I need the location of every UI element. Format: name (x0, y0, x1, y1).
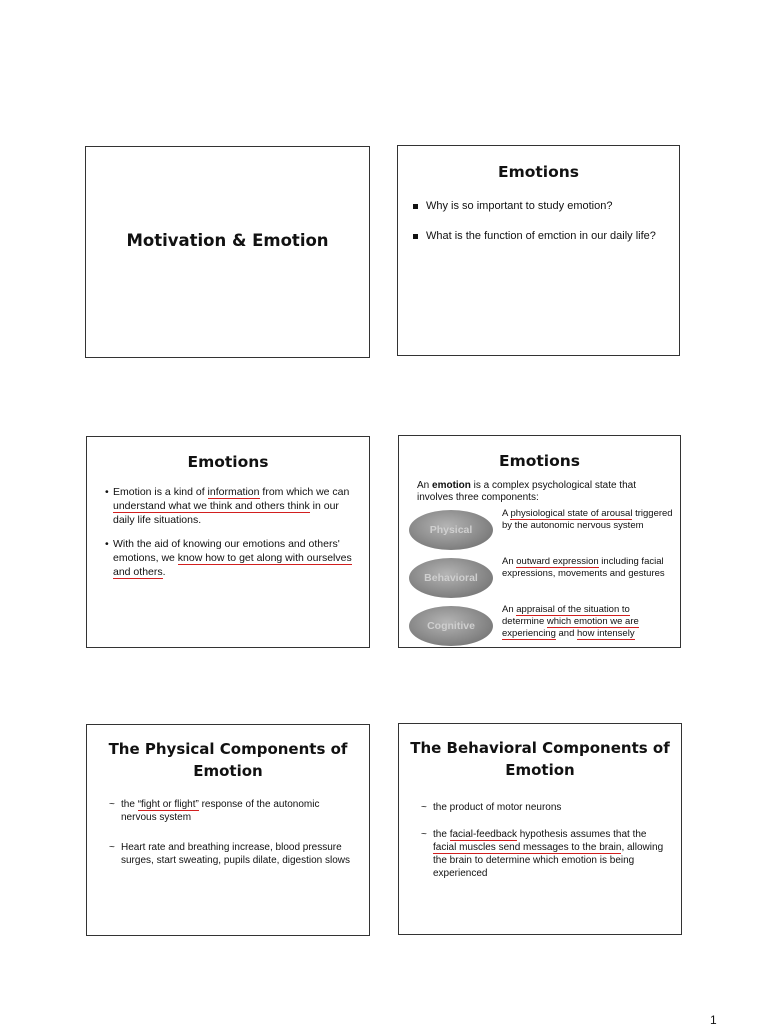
text: An (502, 556, 517, 567)
component-description (502, 604, 674, 640)
text: including facial expressions, movements and gestures (502, 556, 665, 579)
text: , allowing the brain to determine which emotion is being experienced (433, 842, 664, 879)
component-ellipse (409, 510, 493, 550)
slide-title: Emotions (498, 452, 581, 470)
underlined-text: how intensely (577, 628, 635, 639)
component-description (502, 556, 674, 580)
text: the (121, 799, 138, 810)
bullet-item: Why is so important to study emotion? (412, 199, 667, 213)
component-description (502, 508, 674, 532)
page-number: 1 (710, 1013, 717, 1027)
bullet-item: ~ Heart rate and breathing increase, blood pressure surges, start sweating, pupils dilate, digestion slows (109, 841, 357, 867)
underlined-text: know how to get along with ourselves and others (113, 552, 352, 578)
definition-text (417, 480, 666, 504)
text: from which we can (259, 486, 350, 498)
bullet-list (109, 798, 357, 867)
text: An (417, 480, 433, 491)
slide-title: Emotions (497, 163, 580, 181)
bullet-list (105, 485, 359, 579)
underlined-text: which emotion we are experiencing (502, 616, 639, 639)
slide-motivation-emotion (85, 146, 370, 358)
underlined-text: facial muscles send messages to the brain (433, 842, 622, 853)
component-row-cognitive (399, 602, 680, 648)
text: the (433, 829, 450, 840)
bullet-list (412, 199, 667, 243)
component-ellipse (409, 606, 493, 646)
slide-title: The Behavioral Components of Emotion (410, 739, 670, 779)
underlined-text: facial-feedback (449, 829, 517, 840)
text: triggered by the autonomic nervous system (502, 508, 673, 531)
bullet-item: What is the function of emction in our daily life? (412, 229, 667, 243)
slide-title: The Physical Components of Emotion (108, 740, 348, 780)
text: hypothesis assumes that the (516, 829, 647, 840)
text: in our daily life situations. (113, 500, 339, 526)
text: and (555, 628, 578, 639)
underlined-text: physiological state of arousal (510, 508, 633, 519)
text: A (502, 508, 511, 519)
text: determine (502, 616, 547, 627)
text: With the aid of knowing our emotions and others' emotions, we (113, 538, 340, 564)
underlined-text: understand what we think and others think (113, 500, 310, 512)
slide-behavioral-components (398, 723, 682, 935)
underlined-text: outward expression (516, 556, 599, 567)
bold-term: emotion (432, 480, 471, 491)
bullet-item (105, 537, 359, 579)
component-row-physical (399, 506, 680, 552)
slide-emotions-information (86, 436, 370, 648)
text: . (162, 566, 166, 578)
slide-title: Motivation & Emotion (126, 231, 329, 250)
text: is a complex psychological state that involves three components: (417, 480, 636, 503)
bullet-item (109, 798, 357, 824)
text: An (502, 604, 517, 615)
bullet-item: ~ the product of motor neurons (421, 801, 669, 814)
text: response of the autonomic nervous system (121, 799, 320, 823)
ellipse-label: Behavioral (424, 572, 478, 584)
bullet-item (421, 828, 669, 880)
bullet-list (421, 801, 669, 880)
slide-title: Emotions (187, 453, 269, 471)
underlined-text: appraisal of the situation to (516, 604, 630, 615)
slide-emotions-questions (397, 145, 680, 356)
slide-physical-components (86, 724, 370, 936)
component-ellipse (409, 558, 493, 598)
underlined-text: information (207, 486, 260, 498)
bullet-item (105, 485, 359, 527)
text: Emotion is a kind of (113, 486, 208, 498)
component-row-behavioral (399, 554, 680, 600)
slide-emotion-components (398, 435, 681, 648)
ellipse-label: Physical (429, 524, 473, 536)
ellipse-label: Cognitive (427, 620, 475, 632)
underlined-text: “fight or flight” (137, 799, 199, 810)
